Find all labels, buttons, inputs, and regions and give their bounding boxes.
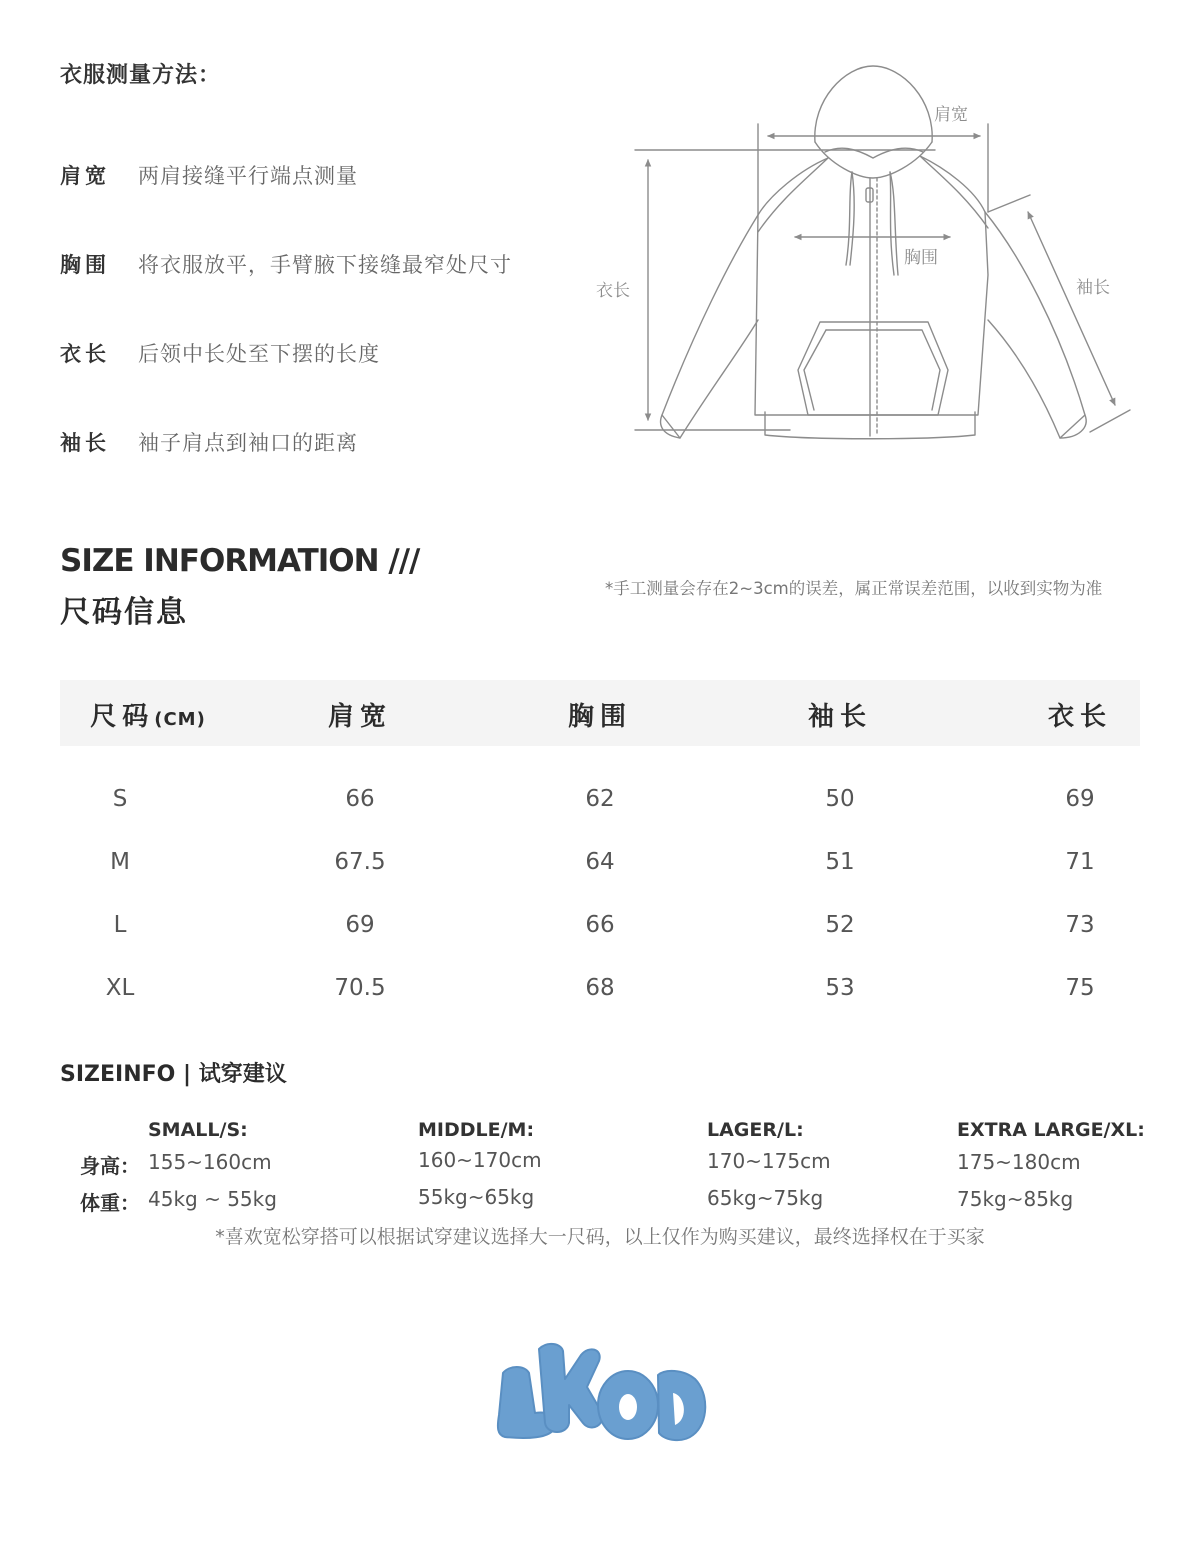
measure-term: 袖长 (60, 431, 110, 455)
hood-outline (815, 66, 932, 142)
cell-sleeve: 52 (825, 912, 855, 938)
measure-term: 胸围 (60, 253, 110, 277)
header-size-unit: (CM) (154, 709, 206, 730)
hood-opening (815, 142, 932, 178)
rec-size-s: SMALL/S: (148, 1119, 248, 1141)
measure-term: 肩宽 (60, 164, 110, 188)
measure-item-sleeve (60, 427, 358, 457)
diagram-label-length: 衣长 (596, 281, 630, 301)
cell-chest: 62 (585, 786, 615, 812)
size-title-en: SIZE INFORMATION /// (60, 543, 420, 579)
sleeve-dim-line (1028, 212, 1115, 405)
measure-item-chest (60, 249, 512, 279)
table-row (60, 786, 1140, 814)
rec-weight-m: 55kg~65kg (418, 1185, 535, 1209)
cell-sleeve: 53 (825, 975, 855, 1001)
cell-shoulder: 67.5 (334, 849, 386, 875)
measure-desc: 两肩接缝平行端点测量 (138, 164, 358, 188)
cell-sleeve: 51 (825, 849, 855, 875)
table-row (60, 849, 1140, 877)
rec-height-s: 155~160cm (148, 1150, 272, 1174)
cell-shoulder: 66 (345, 786, 375, 812)
measure-item-length (60, 338, 380, 368)
rec-weight-label: 体重： (80, 1191, 140, 1215)
header-chest: 胸围 (567, 702, 632, 732)
cell-size: S (112, 786, 128, 812)
header-sleeve: 袖长 (807, 702, 872, 732)
cell-length: 73 (1065, 912, 1095, 938)
measure-term: 衣长 (60, 342, 110, 366)
size-table-header (60, 680, 1140, 746)
cell-shoulder: 70.5 (334, 975, 386, 1001)
left-sleeve (662, 215, 758, 438)
header-size (68, 696, 228, 733)
cell-chest: 66 (585, 912, 615, 938)
measure-desc: 后领中长处至下摆的长度 (138, 342, 380, 366)
rec-weight-s: 45kg ~ 55kg (148, 1187, 277, 1211)
header-size-label: 尺码 (90, 702, 155, 732)
header-shoulder: 肩宽 (327, 702, 392, 732)
table-row (60, 975, 1140, 1003)
size-title-cn: 尺码信息 (60, 595, 188, 630)
rec-height-l: 170~175cm (707, 1149, 831, 1173)
logo-letter-k (539, 1344, 602, 1432)
cell-shoulder: 69 (345, 912, 375, 938)
cell-length: 69 (1065, 786, 1095, 812)
rec-height-label: 身高： (80, 1154, 140, 1178)
diagram-label-shoulder: 肩宽 (934, 105, 968, 125)
sizeinfo-title: SIZEINFO | 试穿建议 (60, 1062, 287, 1087)
cell-size: M (110, 849, 130, 875)
rec-weight-l: 65kg~75kg (707, 1186, 824, 1210)
cell-chest: 64 (585, 849, 615, 875)
rec-size-l: LAGER/L: (707, 1119, 804, 1141)
cell-size: XL (105, 975, 135, 1001)
cell-size: L (113, 912, 127, 938)
rec-size-m: MIDDLE/M: (418, 1119, 535, 1141)
table-row (60, 912, 1140, 940)
measure-item-shoulder (60, 160, 358, 190)
measure-desc: 将衣服放平，手臂腋下接缝最窄处尺寸 (138, 253, 512, 277)
header-length: 衣长 (1047, 702, 1112, 732)
rec-height-xl: 175~180cm (957, 1150, 1081, 1174)
kangaroo-pocket (798, 322, 948, 415)
rec-size-xl: EXTRA LARGE/XL: (957, 1119, 1145, 1141)
brand-logo (495, 1335, 710, 1445)
diagram-label-sleeve: 袖长 (1076, 278, 1110, 298)
measure-desc: 袖子肩点到袖口的距离 (138, 431, 358, 455)
cell-length: 75 (1065, 975, 1095, 1001)
right-sleeve (985, 212, 1085, 438)
hoodie-diagram (590, 60, 1150, 460)
size-note: *手工测量会存在2~3cm的误差，属正常误差范围，以收到实物为准 (605, 579, 1103, 598)
diagram-label-chest: 胸围 (904, 248, 938, 268)
cell-length: 71 (1065, 849, 1095, 875)
rec-note: *喜欢宽松穿搭可以根据试穿建议选择大一尺码，以上仅作为购买建议，最终选择权在于买家 (215, 1226, 985, 1248)
cell-chest: 68 (585, 975, 615, 1001)
rec-height-m: 160~170cm (418, 1148, 542, 1172)
measure-heading: 衣服测量方法： (60, 63, 222, 88)
cell-sleeve: 50 (825, 786, 855, 812)
rec-weight-xl: 75kg~85kg (957, 1187, 1074, 1211)
